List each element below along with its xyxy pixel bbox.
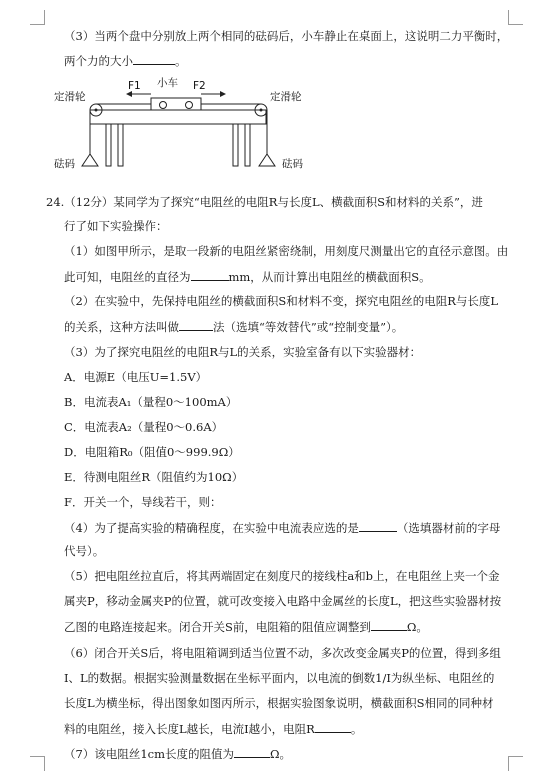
equipment-option-a: A．电源E（电压U=1.5V） [64, 370, 208, 384]
force-f2-label: F2 [193, 80, 206, 92]
force-f1-label: F1 [128, 80, 141, 92]
balance-experiment-figure [50, 74, 320, 174]
equipment-option-f: F．开关一个，导线若干，则： [64, 495, 222, 509]
q24-part5-line2: 属夹P，移动金属夹P的位置，就可改变接入电路中金属丝的长度L，把这些实验器材按 [64, 594, 502, 608]
pulley-right-label: 定滑轮 [270, 91, 302, 103]
q24-part6-text: 料的电阻丝，接入长度L越长，电流I越小，电阻R [64, 722, 315, 736]
crop-mark-bottom-left [30, 756, 45, 771]
q24-part7 [64, 745, 291, 762]
q24-part6-line2: I、L的数据。根据实验测量数据在坐标平面内，以电流的倒数1/I为纵坐标、电阻丝的 [64, 671, 495, 685]
weight-left-icon [82, 154, 98, 166]
answer-blank[interactable] [179, 318, 213, 331]
pulley-left-label: 定滑轮 [54, 91, 86, 103]
q24-part1-text: 此可知，电阻丝的直径为 [64, 270, 191, 284]
q24-part2-line2 [64, 318, 403, 335]
answer-blank[interactable] [133, 52, 175, 65]
q24-part4-line2: 代号）。 [64, 544, 105, 558]
q24-part7-text: （7）该电阻丝1cm长度的阻值为 [64, 747, 234, 761]
q24-part2-text: 的关系，这种方法叫做 [64, 320, 179, 334]
cart-label: 小车 [157, 77, 178, 89]
q24-part2-end: 法（选填“等效替代”或“控制变量”）。 [213, 320, 404, 334]
table-leg-left-2 [118, 124, 123, 166]
cart-wheel-left [160, 102, 167, 109]
cart-wheel-right [186, 102, 193, 109]
equipment-option-b: B．电流表A₁（量程0～100mA） [64, 395, 238, 409]
weight-right-label: 砝码 [282, 158, 303, 170]
crop-mark-top-right [508, 10, 523, 25]
q24-part5-line1: （5）把电阻丝拉直后，将其两端固定在刻度尺的接线柱a和b上，在电阻丝上夹一个金 [64, 569, 500, 583]
equipment-option-e: E．待测电阻丝R（阻值约为10Ω） [64, 470, 244, 484]
q24-part1-line1: （1）如图甲所示，是取一段新的电阻丝紧密绕制，用刻度尺测量出它的直径示意图。由 [64, 244, 509, 258]
q24-part1-unit: mm，从而计算出电阻丝的横截面积S。 [228, 270, 431, 284]
equipment-option-d: D．电阻箱R₀（阻值0～999.9Ω） [64, 445, 240, 459]
q24-part7-unit: Ω。 [269, 747, 292, 761]
q24-part2-line1: （2）在实验中，先保持电阻丝的横截面积S和材料不变，探究电阻丝的电阻R与长度L [64, 294, 498, 308]
q24-stem-line2: 行了如下实验操作： [64, 219, 168, 233]
arrow-right-icon [220, 91, 226, 97]
q23-part3-end: 。 [175, 54, 187, 68]
table-leg-right-1 [233, 124, 238, 166]
q24-part6-line4 [64, 720, 362, 737]
crop-mark-bottom-right [508, 756, 523, 771]
q24-part6-line1: （6）闭合开关S后，将电阻箱调到适当位置不动，多次改变金属夹P的位置，得到多组 [64, 646, 501, 660]
q24-stem-line1: 24.（12分）某同学为了探究“电阻丝的电阻R与长度L、横截面积S和材料的关系”，进 [46, 195, 483, 209]
weight-left-label: 砝码 [54, 158, 75, 170]
crop-mark-top-left [30, 10, 45, 25]
q24-part6-end: 。 [350, 722, 363, 736]
answer-blank[interactable] [315, 720, 351, 733]
q23-part3-line2 [64, 52, 187, 69]
q23-part3-text: 两个力的大小 [64, 54, 133, 68]
answer-blank[interactable] [191, 268, 229, 281]
q24-part5-line3 [64, 618, 428, 635]
q23-part3-line1: （3）当两个盘中分别放上两个相同的砝码后，小车静止在桌面上，这说明二力平衡时， [64, 29, 509, 43]
table-top [90, 110, 266, 124]
q24-part3: （3）为了探究电阻丝的电阻R与L的关系，实验室备有以下实验器材： [64, 345, 422, 359]
equipment-option-c: C．电流表A₂（量程0～0.6A） [64, 420, 224, 434]
weight-right-icon [259, 154, 275, 166]
q24-part5-unit: Ω。 [406, 620, 428, 634]
answer-blank[interactable] [359, 519, 397, 532]
table-leg-right-2 [245, 124, 250, 166]
answer-blank[interactable] [234, 745, 270, 758]
q24-part4-line1 [64, 519, 500, 536]
q24-part5-text: 乙图的电路连接起来。闭合开关S前，电阻箱的阻值应调整到 [64, 620, 371, 634]
answer-blank[interactable] [371, 618, 407, 631]
q24-part4-text: （4）为了提高实验的精确程度，在实验中电流表应选的是 [64, 521, 359, 535]
q24-part6-line3: 长度L为横坐标，得出图象如图丙所示，根据实验图象说明，横截面积S相同的同种材 [64, 696, 494, 710]
cart-body [151, 98, 201, 110]
table-leg-left-1 [106, 124, 111, 166]
q24-part4-note: （选填器材前的字母 [396, 521, 501, 535]
q24-part1-line2 [64, 268, 431, 285]
